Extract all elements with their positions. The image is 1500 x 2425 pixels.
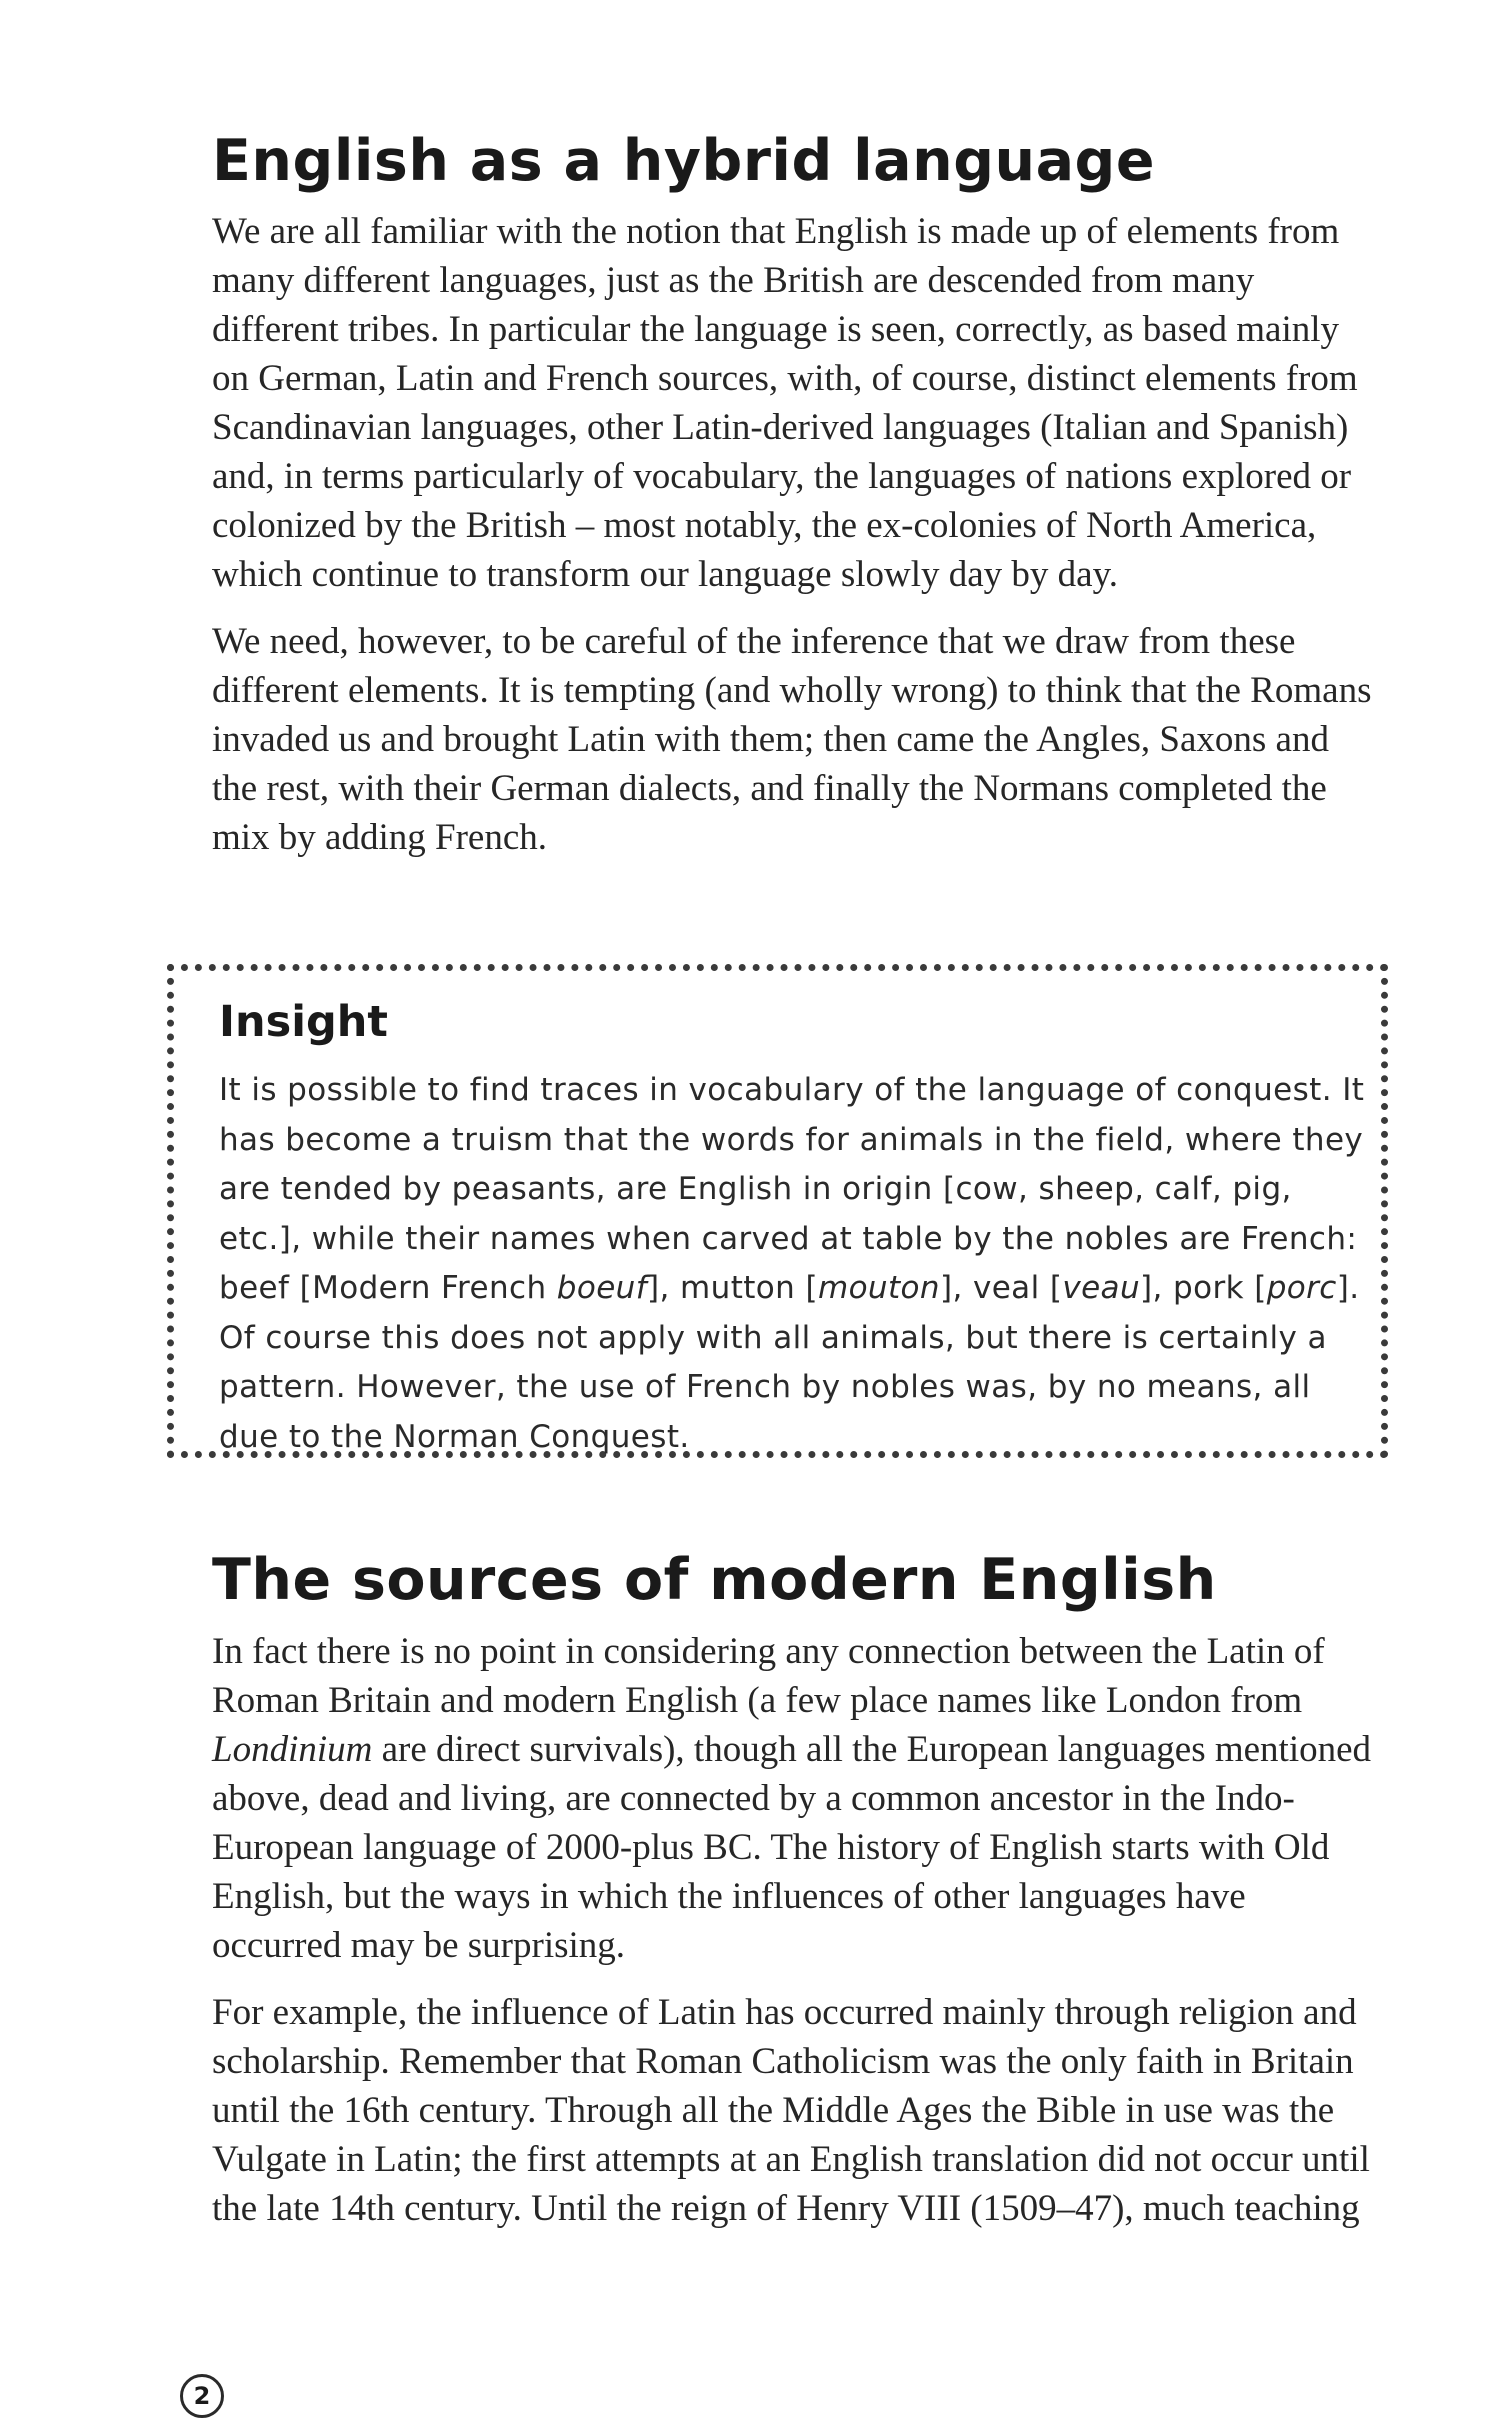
insight-text — [219, 1066, 1369, 1462]
insight-text-run: ], pork [ — [1140, 1270, 1267, 1306]
insight-text-run: It is possible to find traces in vocabulary of the language of conquest. It has become a truism that the words for animals in the field, where they are tended by peasants, are English in origin [cow, sheep, calf, pig, etc.], while their names when carved at table by the nobles are French: beef [Modern French — [219, 1072, 1365, 1306]
insight-text-run: ]. Of course this does not apply with all animals, but there is certainly a pattern. However, the use of French by nobles was, by no means, all due to the Norman Conquest. — [219, 1270, 1360, 1455]
paragraph — [212, 1627, 1382, 1970]
section-heading-hybrid-language: English as a hybrid language — [212, 128, 1156, 194]
insight-title: Insight — [219, 997, 388, 1047]
text-run: are direct survivals), though all the European languages mentioned above, dead and living, are connected by a common ancestor in the Indo-European language of 2000-plus BC. The history of English starts with Old English, but the ways in which the influences of other languages have occurred may be surprising. — [212, 1729, 1372, 1966]
paragraph: For example, the influence of Latin has occurred mainly through religion and scholarship. Remember that Roman Catholicism was the only faith in Britain until the 16th century. Through all the Middle Ages the Bible in use was the Vulgate in Latin; the first attempts at an English translation did not occur until the late 14th century. Until the reign of Henry VIII (1509–47), much teaching — [212, 1992, 1370, 2229]
insight-box — [167, 964, 1388, 1458]
page-number: 2 — [180, 2374, 224, 2418]
paragraph: We are all familiar with the notion that English is made up of elements from many different languages, just as the British are descended from many different tribes. In particular the language is seen, correctly, as based mainly on German, Latin and French sources, with, of course, distinct elements from Scandinavian languages, other Latin-derived languages (Italian and Spanish) and, in terms particularly of vocabulary, the languages of nations explored or colonized by the British – most notably, the ex-colonies of North America, which continue to transform our language slowly day by day. — [212, 211, 1358, 595]
section-hybrid-language-body — [212, 207, 1382, 862]
insight-italic-word: boeuf — [556, 1270, 648, 1306]
paragraph: We need, however, to be careful of the inference that we draw from these different elements. It is tempting (and wholly wrong) to think that the Romans invaded us and brought Latin with them; then came the Angles, Saxons and the rest, with their German dialects, and finally the Normans completed the mix by adding French. — [212, 621, 1372, 858]
section-sources-body — [212, 1627, 1382, 2233]
text-run: In fact there is no point in considering any connection between the Latin of Roman Britain and modern English (a few place names like London from — [212, 1631, 1325, 1721]
insight-italic-word: mouton — [817, 1270, 940, 1306]
section-heading-sources: The sources of modern English — [212, 1547, 1217, 1613]
insight-text-run: ], veal [ — [939, 1270, 1063, 1306]
italic-word: Londinium — [212, 1729, 373, 1770]
insight-text-run: ], mutton [ — [647, 1270, 818, 1306]
insight-italic-word: porc — [1266, 1270, 1337, 1306]
insight-italic-word: veau — [1062, 1270, 1141, 1306]
